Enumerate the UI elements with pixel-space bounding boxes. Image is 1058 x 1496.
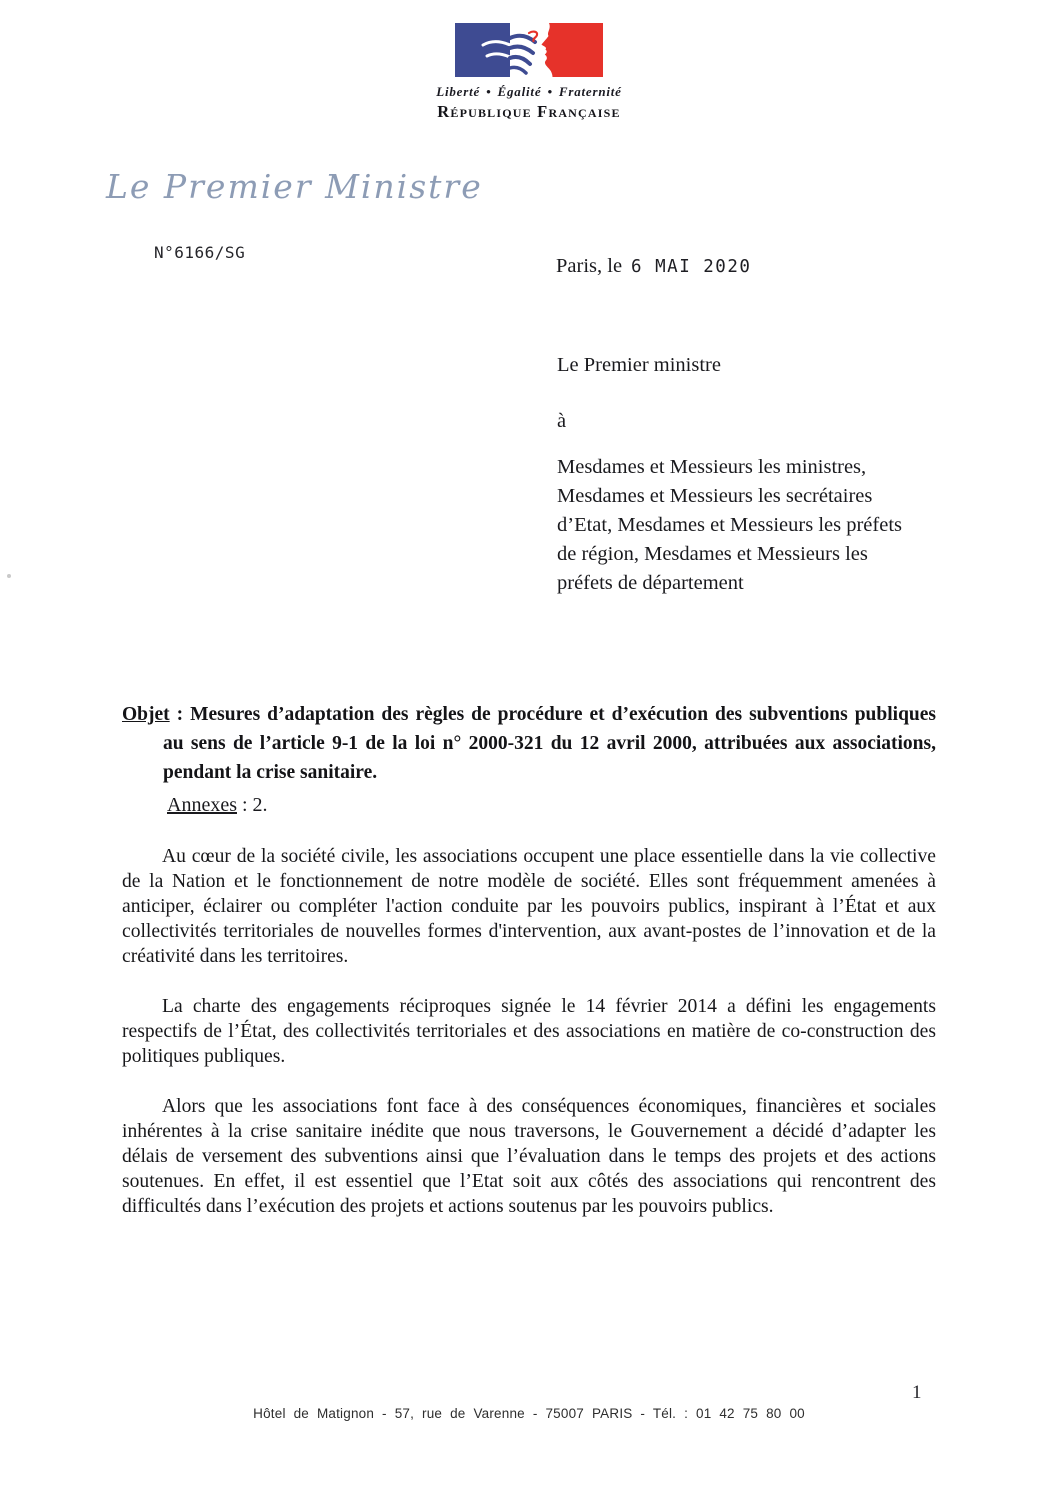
dateline	[556, 255, 751, 278]
address-recipients: Mesdames et Messieurs les ministres, Mesdames et Messieurs les secrétaires d’Etat, Mesdames et Messieurs les préfets de région, Mesdames et Messieurs les préfets de département	[557, 456, 902, 594]
annexes-separator: :	[236, 794, 253, 816]
marianne-flag-icon	[455, 23, 603, 77]
paragraph-3: Alors que les associations font face à des conséquences économiques, financières et sociales inhérentes à la crise sanitaire inédite que nous traversons, le Gouvernement a décidé d’adapter les délais de versement des subventions ainsi que l’évaluation dans le temps des projets et des actions soutenues. En effet, il est essentiel que l’Etat soit aux côtés des associations qui rencontrent des difficultés dans l’exécution des projets et actions soutenus par les pouvoirs publics.	[122, 1096, 936, 1217]
date-stamp: 6 MAI 2020	[631, 257, 752, 277]
annexes-label: Annexes	[167, 794, 237, 816]
address-from: Le Premier ministre	[557, 354, 721, 376]
sender-script-signature: Le Premier Ministre	[106, 167, 483, 206]
letter-body	[122, 844, 936, 1244]
subject-separator: :	[169, 704, 191, 725]
annexes-value: 2.	[252, 794, 268, 816]
paragraph-2: La charte des engagements réciproques signée le 14 février 2014 a défini les engagements respectifs de l’État, des collectivités territoriales et des associations en matière de co-construction des politiques publiques.	[122, 996, 936, 1067]
subject-text: Mesures d’adaptation des règles de procédure et d’exécution des subventions publiques au sens de l’article 9-1 de la loi n° 2000-321 du 12 avril 2000, attribuées aux associations, pendant la crise sanitaire.	[163, 704, 936, 783]
scan-artifact	[7, 574, 11, 578]
page-number: 1	[912, 1382, 922, 1403]
republique-francaise-logo	[0, 23, 1058, 122]
paragraph-1: Au cœur de la société civile, les associations occupent une place essentielle dans la vie collective de la Nation et le fonctionnement de notre modèle de société. Elles sont fréquemment amenées à anticiper, éclairer ou compléter l'action conduite par les pouvoirs publics, inspirant à l’État et aux collectivités territoriales de nouvelles formes d'intervention, aux avant-postes de l’innovation et de la créativité dans les territoires.	[122, 846, 936, 967]
subject-line	[122, 700, 936, 787]
address-block	[557, 351, 911, 598]
republic-name: République Française	[437, 102, 621, 121]
footer-address: Hôtel de Matignon - 57, rue de Varenne - 75007 PARIS - Tél. : 01 42 75 80 00	[253, 1406, 805, 1421]
dateline-place: Paris, le	[556, 255, 623, 277]
subject-label: Objet	[122, 704, 170, 725]
motto-text: Liberté • Égalité • Fraternité	[436, 84, 622, 99]
annexes-line	[167, 794, 268, 817]
address-to-word: à	[557, 410, 567, 432]
reference-number: N°6166/SG	[154, 243, 246, 262]
